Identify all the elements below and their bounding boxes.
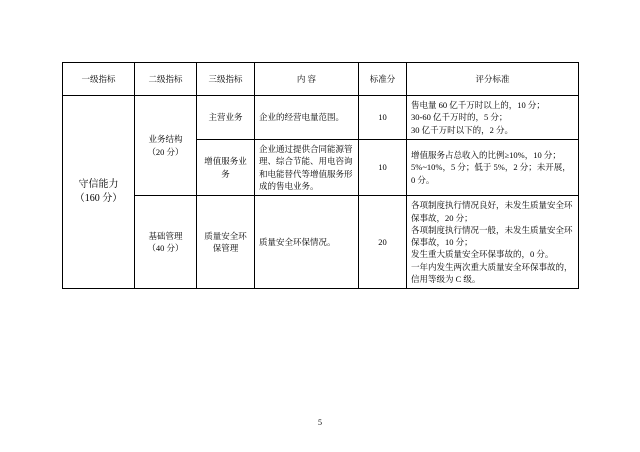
- standard-score-value-added-service: 10: [359, 139, 407, 195]
- table-row: [63, 96, 579, 140]
- level3-indicator-main-business: 主营业务: [197, 96, 255, 140]
- level2-indicator-cell-basic-management: [135, 196, 197, 289]
- column-header-level1: 一级指标: [63, 63, 135, 96]
- column-header-level3: 三级指标: [197, 63, 255, 96]
- criteria-line: 30-60 亿千万时的，5 分；: [411, 112, 508, 123]
- criteria-line: 发生重大质量安全环保事故的，0 分。: [411, 249, 554, 260]
- content-value-added-service: 企业通过提供合同能源管理、综合节能、用电咨询和电能替代等增值服务形成的售电业务。: [255, 139, 359, 195]
- criteria-line: 增值服务占总收入的比例≥10%，10 分；: [411, 150, 561, 161]
- column-header-level2: 二级指标: [135, 63, 197, 96]
- evaluation-table: [62, 62, 579, 289]
- criteria-quality-safety-environment: [407, 196, 579, 289]
- level2-indicator-cell-business-structure: [135, 96, 197, 196]
- column-header-content: 内 容: [255, 63, 359, 96]
- standard-score-main-business: 10: [359, 96, 407, 140]
- content-main-business: 企业的经营电量范围。: [255, 96, 359, 140]
- level2-indicator-name: 基础管理: [148, 230, 183, 241]
- table-row: [63, 196, 579, 289]
- criteria-line: 30 亿千万时以下的，2 分。: [411, 124, 514, 135]
- criteria-line: 售电量 60 亿千万时以上的，10 分；: [411, 100, 545, 110]
- level1-indicator-score: （160 分）: [74, 193, 123, 205]
- criteria-value-added-service: [407, 139, 579, 195]
- column-header-criteria: 评分标准: [407, 63, 579, 96]
- level1-indicator-name: 守信能力: [78, 178, 119, 190]
- level3-indicator-quality-safety-environment: 质量安全环保管理: [197, 196, 255, 289]
- content-quality-safety-environment: 质量安全环保情况。: [255, 196, 359, 289]
- level2-indicator-score: （40 分）: [147, 243, 184, 254]
- table-body: [63, 96, 579, 289]
- standard-score-quality-safety-environment: 20: [359, 196, 407, 289]
- level3-indicator-value-added-service: 增值服务业务: [197, 139, 255, 195]
- page-number: 5: [318, 418, 322, 427]
- criteria-line: 一年内发生两次重大质量安全环保事故的，信用等级为 C 级。: [411, 261, 573, 285]
- table-header: [63, 63, 579, 96]
- criteria-line: 各项制度执行情况一般，未发生质量安全环保事故，10 分；: [411, 224, 573, 248]
- level2-indicator-score: （20 分）: [147, 146, 184, 157]
- criteria-line: 各项制度执行情况良好，未发生质量安全环保事故，20 分；: [411, 200, 573, 223]
- criteria-main-business: [407, 96, 579, 140]
- table-header-row: [63, 63, 579, 96]
- evaluation-table-container: [62, 62, 578, 289]
- column-header-standard-score: 标准分: [359, 63, 407, 96]
- criteria-line: 5%~10%，5 分；低于 5%，2 分；未开展，0 分。: [411, 162, 571, 185]
- level1-indicator-cell: [63, 96, 135, 289]
- level2-indicator-name: 业务结构: [148, 134, 183, 145]
